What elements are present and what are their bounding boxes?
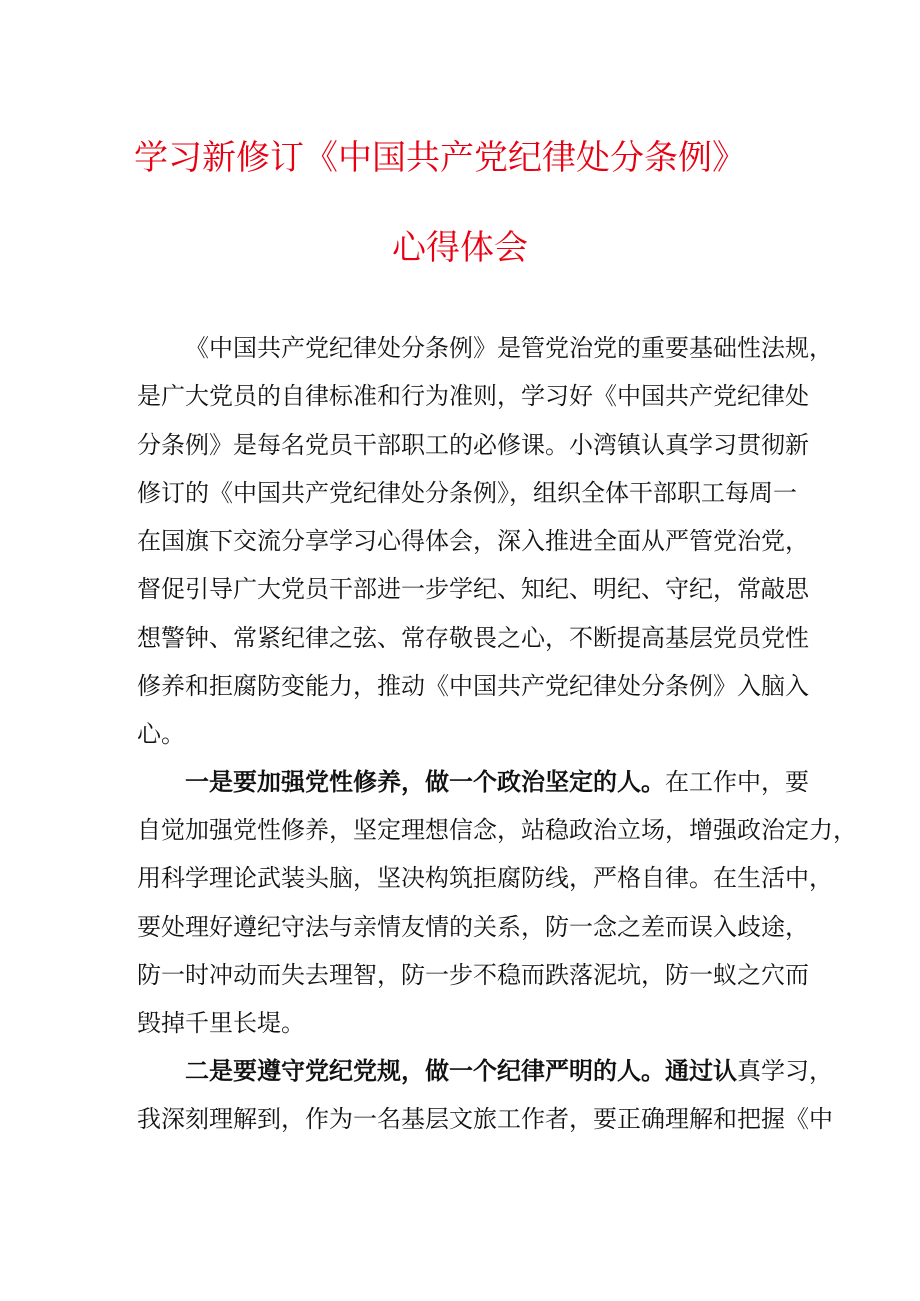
- paragraph-first-line-rest: 真学习，: [737, 1057, 833, 1085]
- paragraph-line: 《中国共产党纪律处分条例》是管党治党的重要基础性法规，: [185, 334, 833, 362]
- paragraph-line: 毁掉千里长堤。: [137, 1009, 305, 1037]
- paragraph-first-line: [185, 767, 809, 797]
- paragraph-line: 防一时冲动而失去理智，防一步不稳而跌落泥坑，防一蚁之穴而: [137, 961, 809, 989]
- paragraph-line: 是广大党员的自律标准和行为准则，学习好《中国共产党纪律处: [137, 382, 809, 410]
- paragraph-heading: 一是要加强党性修养，做一个政治坚定的人。: [185, 767, 665, 796]
- paragraph-line: 修订的《中国共产党纪律处分条例》，组织全体干部职工每周一: [137, 479, 797, 507]
- paragraph-line: 用科学理论武装头脑，坚决构筑拒腐防线，严格自律。在生活中，: [137, 864, 833, 892]
- paragraph-line: 分条例》是每名党员干部职工的必修课。小湾镇认真学习贯彻新: [137, 431, 809, 459]
- paragraph-heading: 二是要遵守党纪党规，做一个纪律严明的人。通过认: [185, 1056, 737, 1085]
- paragraph-line: 自觉加强党性修养，坚定理想信念，站稳政治立场，增强政治定力，: [137, 816, 857, 844]
- document-title-line-1: 学习新修订《中国共产党纪律处分条例》: [134, 138, 746, 178]
- paragraph-line: 想警钟、常紧纪律之弦、常存敬畏之心，不断提高基层党员党性: [137, 624, 809, 652]
- paragraph-line: 督促引导广大党员干部进一步学纪、知纪、明纪、守纪，常敲思: [137, 575, 809, 603]
- paragraph-first-line-rest: 在工作中，要: [665, 768, 809, 796]
- paragraph-line: 我深刻理解到，作为一名基层文旅工作者，要正确理解和把握《中: [137, 1105, 833, 1133]
- paragraph-line: 修养和拒腐防变能力，推动《中国共产党纪律处分条例》入脑入: [137, 672, 809, 700]
- paragraph-line: 要处理好遵纪守法与亲情友情的关系，防一念之差而误入歧途，: [137, 913, 809, 941]
- paragraph-line: 在国旗下交流分享学习心得体会，深入推进全面从严管党治党，: [137, 527, 809, 555]
- paragraph-first-line: [185, 1056, 833, 1086]
- document-title-line-2: 心得体会: [392, 228, 528, 268]
- paragraph-line: 心。: [137, 720, 185, 748]
